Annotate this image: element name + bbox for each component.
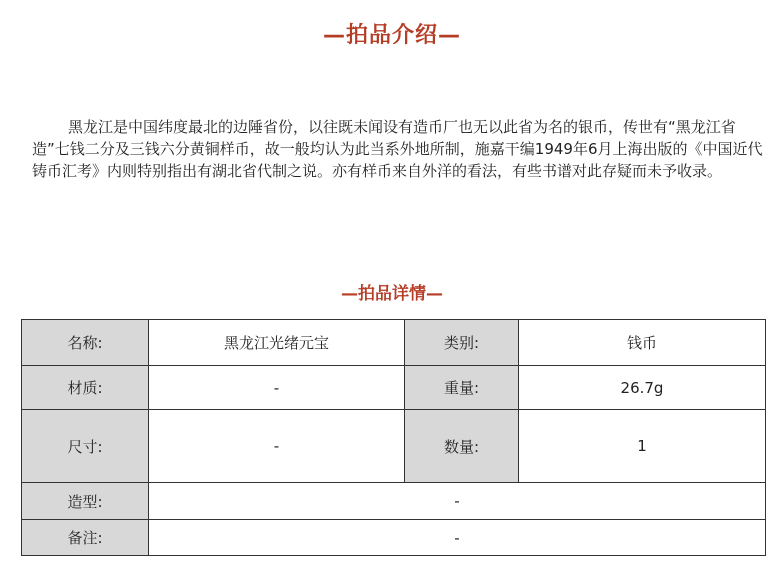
shape-value: - <box>149 483 766 520</box>
table-row <box>22 483 766 520</box>
remark-value: - <box>149 520 766 556</box>
name-label: 名称: <box>22 320 149 366</box>
intro-section-title: —拍品介绍— <box>322 23 461 48</box>
table-row <box>22 366 766 410</box>
table-row <box>22 520 766 556</box>
weight-label: 重量: <box>405 366 519 410</box>
details-section-title: —拍品详情— <box>341 284 443 304</box>
quantity-label: 数量: <box>405 410 519 483</box>
quantity-value: 1 <box>519 410 766 483</box>
details-table <box>21 319 766 556</box>
shape-label: 造型: <box>22 483 149 520</box>
category-value: 钱币 <box>519 320 766 366</box>
name-value: 黑龙江光绪元宝 <box>149 320 405 366</box>
remark-label: 备注: <box>22 520 149 556</box>
weight-value: 26.7g <box>519 366 766 410</box>
category-label: 类别: <box>405 320 519 366</box>
intro-description: 黑龙江是中国纬度最北的边陲省份，以往既未闻设有造币厂也无以此省为名的银币，传世有“黑龙江省造”七钱二分及三钱六分黄铜样币，故一般均认为此当系外地所制，施嘉干编1949年6月上海出版的《中国近代铸币汇考》内则特别指出有湖北省代制之说。亦有样币来自外洋的看法，有些书谱对此存疑而未予收录。 <box>32 118 763 180</box>
size-label: 尺寸: <box>22 410 149 483</box>
table-row <box>22 320 766 366</box>
material-label: 材质: <box>22 366 149 410</box>
size-value: - <box>149 410 405 483</box>
material-value: - <box>149 366 405 410</box>
table-row <box>22 410 766 483</box>
